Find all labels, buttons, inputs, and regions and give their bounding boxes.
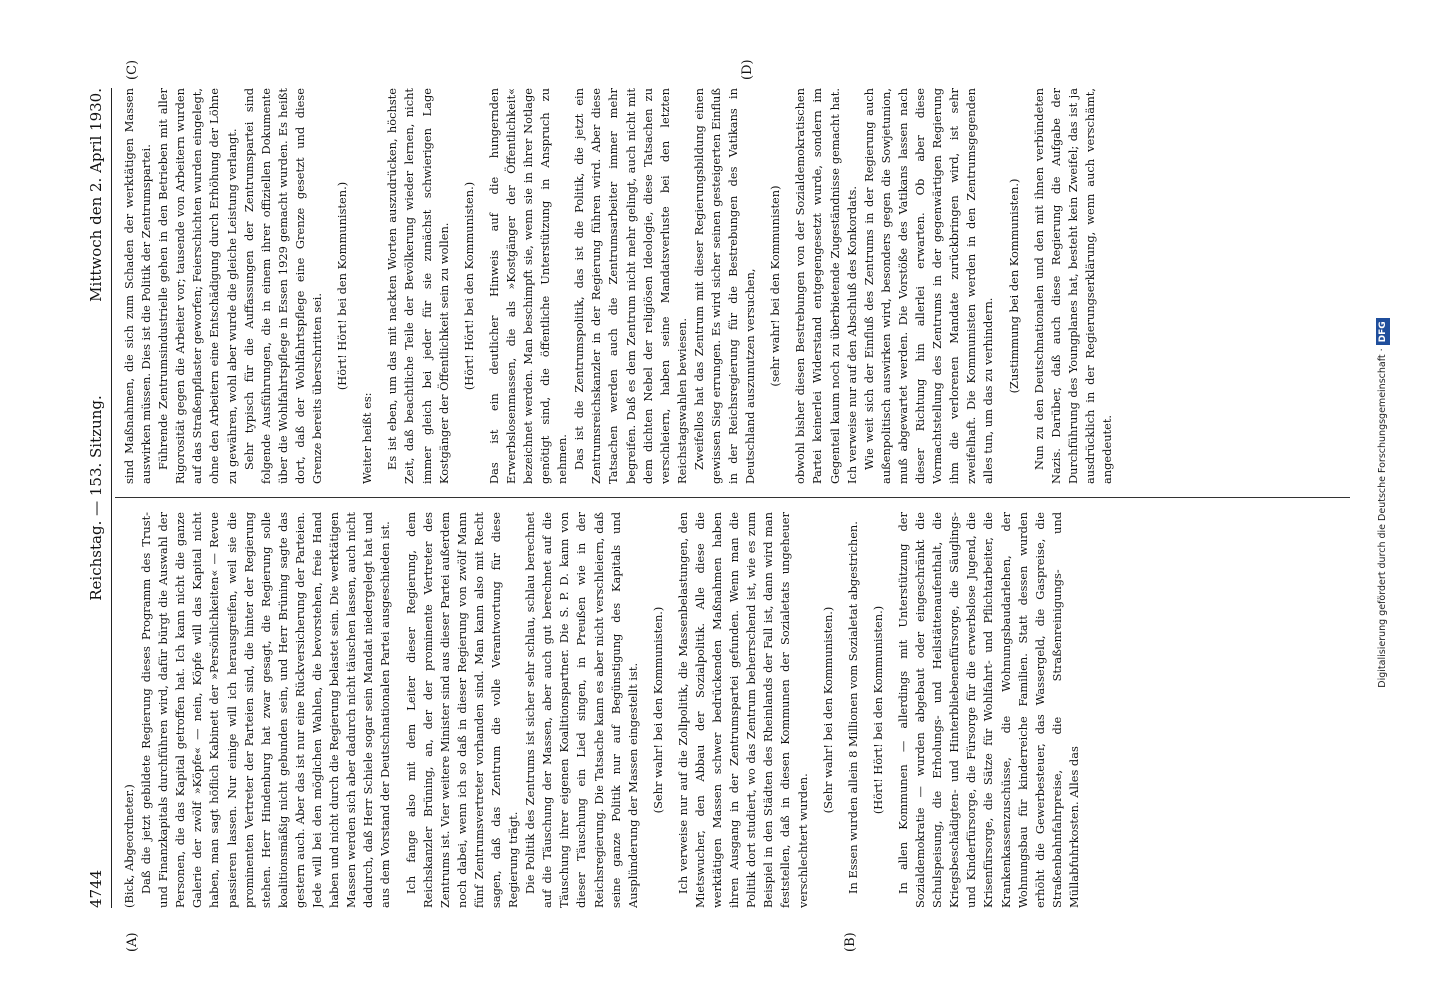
- left-column-paragraph: Ich fange also mit dem Leiter dieser Regierung, dem Reichskanzler Brüning, an, der der prominente Vertreter des Zentrums ist. Vier weitere Minister sind aus dieser Partei außerdem noch dabei, wenn ich so daß in dieser Regierung von zwölf Mann fünf Zentrumsvertreter vorhanden sind. Man kann also mit Recht sagen, daß das Zentrum die volle Verantwortung für diese Regierung trägt.: [403, 512, 521, 908]
- left-column-paragraph: (Sehr wahr! bei den Kommunisten.): [820, 606, 835, 814]
- margin-marker-d: (D): [740, 59, 755, 80]
- margin-marker-c: (C): [125, 59, 140, 80]
- document-page: [85, 59, 1355, 952]
- credit-text: Digitalisierung gefördert durch die Deutsche Forschungsgemeinschaft ·: [1377, 348, 1388, 688]
- left-column-paragraph: (Hört! Hört! bei den Kommunisten.): [870, 605, 885, 815]
- margin-marker-a: (A): [125, 932, 140, 952]
- left-column: [121, 512, 1346, 908]
- margin-marker-b: (B): [843, 932, 858, 952]
- right-column-paragraph: obwohl bisher diesen Bestrebungen von der Sozialdemokratischen Partei keinerlei Widerstand entgegengesetzt wurde, sondern im Gegenteil kaum noch zu überbietende Zugeständnisse gemacht hat. Ich verweise nur auf den Abschluß des Konkordats.: [793, 88, 859, 484]
- right-column-paragraph: (Zustimmung bei den Kommunisten.): [1006, 178, 1021, 394]
- header-title: Reichstag. — 153. Sitzung.: [87, 395, 105, 601]
- right-column: [121, 88, 1346, 484]
- right-column-paragraph: Nun zu den Deutschnationalen und den mit ihnen verbündeten Nazis. Darüber, daß auch diese Regierung die Aufgabe der Durchführung des Youngplanes hat, besteht kein Zweifel; das ist ja ausdrücklich in der Regierungserklärung, wenn auch verschämt, angedeutet.: [1031, 88, 1114, 484]
- left-column-paragraph: Ich verweise nur auf die Zollpolitik, die Massenbelastungen, den Mietswucher, den Abbau der Sozialpolitik. Alle diese die werktätigen Massen schwer bedrückenden Maßnahmen haben ihren Ausgang in der Zentrumspartei gefunden. Wenn man die Politik dort studiert, wo das Zentrum beherrschend ist, wie es zum Beispiel in den Städten des Rheinlands der Fall ist, dann wird man feststellen, daß in diesen Kommunen der Sozialetats ungeheuer verschlechtert wurden.: [675, 512, 810, 908]
- right-column-paragraph: sind Maßnahmen, die sich zum Schaden der werktätigen Massen auswirken müssen. Dies ist die Politik der Zentrumspartei.: [122, 88, 154, 484]
- right-column-paragraph: Führende Zentrumsindustrielle gehen in den Betrieben mit aller Rigorosität gegen die Arbeiter vor; tausende von Arbeitern wurden auf das Straßenpflaster geworfen; Feierschichten wurden eingelegt, ohne den Arbeitern eine Entschädigung durch Erhöhung der Löhne zu gewähren, wohl aber wurde die gleiche Leistung verlangt.: [156, 88, 239, 484]
- left-column-paragraph: Daß die jetzt gebildete Regierung dieses Programm des Trust- und Finanzkapitals durchführen wird, dafür bürgt die Auswahl der Personen, die das Kapital getroffen hat. Ich kann nicht die ganze Galerie der zwölf »Köpfe« — nein, Köpfe will das Kapital nicht haben, man sagt höflich Kabinett der »Persönlichkeiten« — Revue passieren lassen. Nur einige will ich herausgreifen, weil sie die prominenten Vertreter der Parteien sind, die hinter der Regierung stehen. Herr Hindenburg hat zwar gesagt, die Regierung solle koalitionsmäßig nicht gebunden sein, und Herr Brüning sagte das gestern auch. Aber das ist nur eine Rückversicherung der Parteien. Jede will bei den möglichen Wahlen, die bevorstehen, freie Hand haben und nicht durch die Regierung belastet sein. Die werktätigen Massen werden sich aber dadurch nicht täuschen lassen, auch nicht dadurch, daß Herr Schiele sogar sein Mandat niedergelegt hat und aus dem Vorstand der Deutschnationalen Partei ausgeschieden ist.: [139, 512, 393, 908]
- digitization-credit: [1374, 18, 1392, 988]
- right-column-paragraph: (Hört! Hört! bei den Kommunisten.): [335, 181, 350, 391]
- right-column-paragraph: Das ist ein deutlicher Hinweis auf die hungernden Erwerbslosenmassen, die als »Kostgänger der Öffentlichkeit« bezeichnet werden. Man beschimpft sie, wenn sie in ihrer Notlage genötigt sind, die öffentliche Unterstützung in Anspruch zu nehmen.: [486, 88, 570, 484]
- left-column-paragraph: In allen Kommunen — allerdings mit Unterstützung der Sozialdemokratie — wurden abgebaut oder eingeschränkt die Schulspeisung, die Erholungs- und Heilstättenaufenthalt, die Kriegsbeschädigten- und Hinterbliebenenfürsorge, die Säuglings- und Kinderfürsorge, die Fürsorge für die erwerbslose Jugend, die Krisenfürsorge, die Sätze für Wohlfahrt- und Pflichtarbeiter, die Krankenkassenzuschüsse, die Wohnungsbaudarlehen, der Wohnungsbau für kinderreiche Familien. Statt dessen wurden erhöht die Gewerbesteuer, das Wassergeld, die Gaspreise, die Straßenbahnfahrpreise, die Straßenreinigungs- und Müllabfuhrkosten. Alles das: [895, 512, 1081, 908]
- header-rule: [111, 88, 112, 908]
- right-column-paragraph: Es ist eben, um das mit nackten Worten auszudrücken, höchste Zeit, daß beachtliche Teile der Bevölkerung wieder lernen, nicht immer gleich bei jeder für sie zunächst schwierigen Lage Kostgänger der Öffentlichkeit sein zu wollen.: [385, 88, 451, 484]
- left-column-paragraph: Die Politik des Zentrums ist sicher sehr schlau, schlau berechnet auf die Täuschung der Massen, aber auch gut berechnet auf die Täuschung ihrer eigenen Koalitionspartner. Die S. P. D. kann von dieser Täuschung ein Lied singen, in Preußen wie in der Reichsregierung. Die Tatsache kann es aber nicht verschleiern, daß seine ganze Politik nur auf Begünstigung des Kapitals und Ausplünderung der Massen eingestellt ist.: [523, 512, 640, 908]
- right-column-paragraph: (sehr wahr! bei den Kommunisten): [768, 185, 783, 387]
- right-column-paragraph: Das ist die Zentrumspolitik, das ist die Politik, die jetzt ein Zentrumsreichskanzler in der Regierung führen wird. Aber diese Tatsachen werden auch die Zentrumsarbeiter immer mehr begreifen. Daß es dem Zentrum nicht mehr gelingt, auch nicht mit dem dichten Nebel der religiösen Ideologie, diese Tatsachen zu verschleiern, haben seine Mandatsverluste bei den letzten Reichstagswahlen bewiesen.: [572, 88, 689, 484]
- right-column-paragraph: Sehr typisch für die Auffassungen der Zentrumspartei sind folgende Ausführungen, die in einem ihrer offiziellen Dokumente über die Wohlfahrtspflege in Essen 1929 gemacht wurden. Es heißt dort, daß der Wohlfahrtspflege eine Grenze gesetzt und diese Grenze bereits überschritten sei.: [241, 88, 325, 484]
- page-header: [85, 88, 109, 908]
- left-column-paragraph: (Sehr wahr! bei den Kommunisten.): [650, 606, 665, 814]
- dfg-logo: DFG: [1376, 318, 1390, 345]
- left-column-paragraph: In Essen wurden allein 8 Millionen vom Sozialetat abgestrichen.: [845, 521, 860, 894]
- right-column-paragraph: Weiter heißt es:: [360, 392, 375, 484]
- right-column-paragraph: (Hört! Hört! bei den Kommunisten.): [461, 181, 476, 391]
- left-column-paragraph: (Bick, Abgeordneter.): [122, 784, 136, 908]
- header-date: Mittwoch den 2. April 1930.: [87, 88, 105, 302]
- page-number: 4744: [87, 869, 105, 908]
- right-column-paragraph: Wie weit sich der Einfluß des Zentrums in der Regierung auch außenpolitisch auswirken wird, besonders gegen die Sowjetunion, muß abgewartet werden. Die Vorstöße des Vatikans lassen nach dieser Richtung hin allerlei erwarten. Ob aber diese Vormachtstellung des Zentrums in der gegenwärtigen Regierung ihm die verlorenen Mandate zurückbringen wird, ist sehr zweifelhaft. Die Kommunisten werden in den Zentrumsgegenden alles tun, um das zu verhindern.: [861, 88, 996, 484]
- right-column-paragraph: Zweifellos hat das Zentrum mit dieser Regierungsbildung einen gewissen Sieg errungen. Es wird sicher seinen gesteigerten Einfluß in der Reichsregierung für die Bestrebungen des Vatikans in Deutschland auszunutzen versuchen,: [691, 88, 758, 484]
- column-divider: [115, 497, 1350, 498]
